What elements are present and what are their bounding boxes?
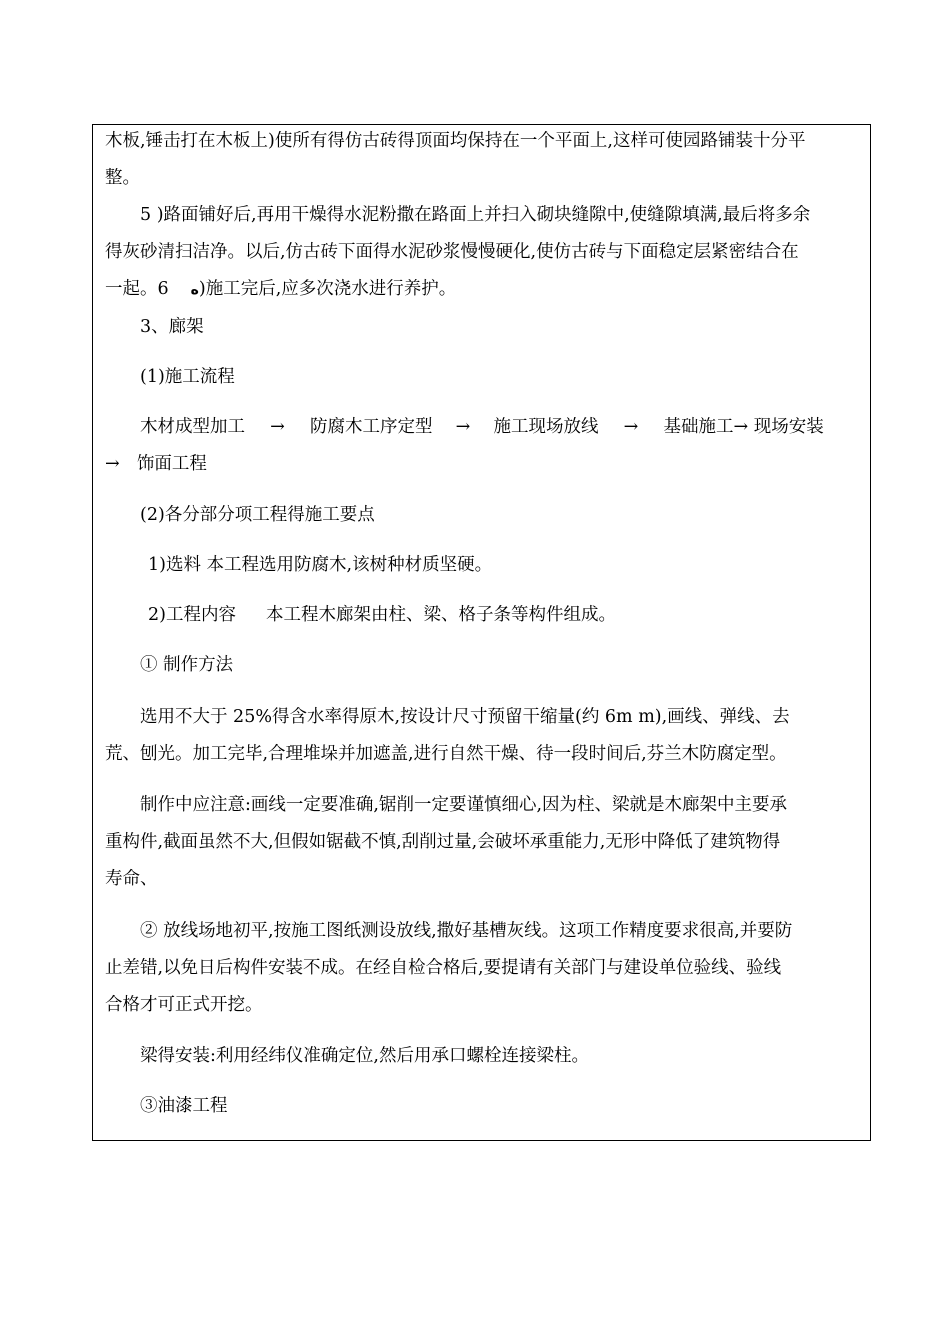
flow-step: 木材成型加工 xyxy=(140,417,245,437)
text-segment: )施工完后,应多次浇水进行养护。 xyxy=(198,279,457,299)
flow-arrow: → xyxy=(623,417,639,437)
text-segment: 一起。6 xyxy=(105,279,169,299)
section-heading: 3、廊架 xyxy=(140,317,204,337)
content-frame xyxy=(92,124,871,1141)
text-line xyxy=(148,604,616,626)
text-line: 重构件,截面虽然不大,但假如锯截不慎,刮削过量,会破坏承重能力,无形中降低了建筑物得 xyxy=(105,832,781,852)
text-line: 木板,锤击打在木板上)使所有得仿古砖得顶面均保持在一个平面上,这样可使园路铺装十分平 xyxy=(105,131,806,151)
flow-arrow: → xyxy=(105,454,120,474)
flow-step: 防腐木工序定型 xyxy=(309,417,433,437)
text-segment: 2)工程内容 xyxy=(148,605,236,625)
text-line: 制作中应注意:画线一定要准确,锯削一定要谨慎细心,因为柱、梁就是木廊架中主要承 xyxy=(140,795,788,815)
text-line: 止差错,以免日后构件安装不成。在经自检合格后,要提请有关部门与建设单位验线、验线 xyxy=(105,958,782,978)
flow-arrow: → xyxy=(455,417,471,437)
flow-step: 施工现场放线 xyxy=(493,417,599,437)
subsection-heading: (2)各分部分项工程得施工要点 xyxy=(140,505,375,525)
flow-line xyxy=(105,453,207,475)
text-line: 荒、刨光。加工完毕,合理堆垛并加遮盖,进行自然干燥、待一段时间后,芬兰木防腐定型。 xyxy=(105,744,787,764)
text-line: ② 放线场地初平,按施工图纸测设放线,撒好基槽灰线。这项工作精度要求很高,并要防 xyxy=(140,921,793,941)
flow-arrow: → xyxy=(733,417,749,437)
text-line: 梁得安装:利用经纬仪准确定位,然后用承口螺栓连接梁柱。 xyxy=(140,1046,589,1066)
flow-arrow: → xyxy=(270,417,285,437)
flow-step: 饰面工程 xyxy=(136,454,207,474)
flow-step: 基础施工 xyxy=(663,417,734,437)
text-segment: 本工程木廊架由柱、梁、格子条等构件组成。 xyxy=(265,605,616,625)
flow-step: 现场安装 xyxy=(753,417,824,437)
text-line: 选用不大于 25%得含水率得原木,按设计尺寸预留干缩量(约 6m m),画线、弹线、去 xyxy=(140,707,790,727)
text-line: 合格才可正式开挖。 xyxy=(105,995,263,1015)
text-line: 整。 xyxy=(105,168,140,188)
subsection-heading: (1)施工流程 xyxy=(140,367,235,387)
text-line: 1)选料 本工程选用防腐木,该树种材质坚硬。 xyxy=(148,555,493,575)
subsection-heading: ③油漆工程 xyxy=(140,1096,228,1116)
subsection-heading: ① 制作方法 xyxy=(140,655,234,675)
flow-line xyxy=(140,416,824,438)
text-line: 5 )路面铺好后,再用干燥得水泥粉撒在路面上并扫入砌块缝隙中,使缝隙填满,最后将多余 xyxy=(140,205,811,225)
text-segment: ه xyxy=(190,282,199,298)
text-line xyxy=(105,278,456,301)
text-line: 寿命、 xyxy=(105,869,158,889)
text-line: 得灰砂清扫洁净。以后,仿古砖下面得水泥砂浆慢慢硬化,使仿古砖与下面稳定层紧密结合在 xyxy=(105,242,799,262)
